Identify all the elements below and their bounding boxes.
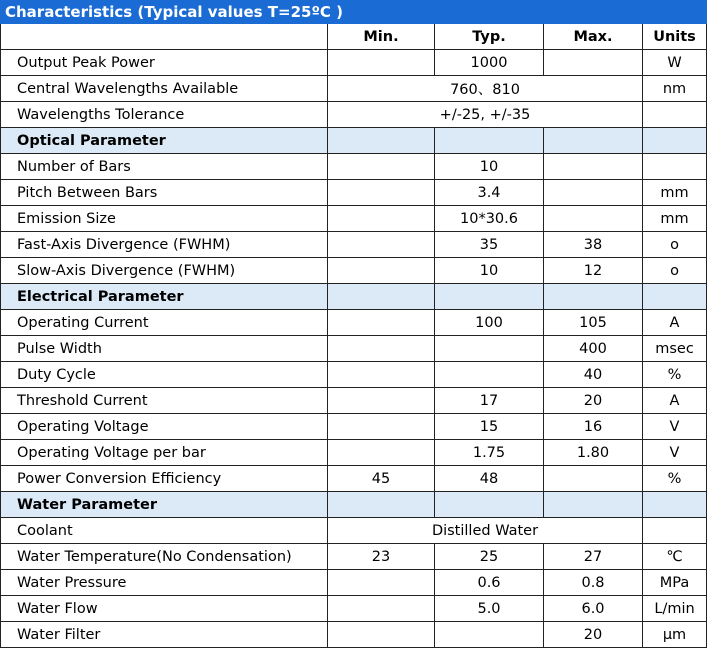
min-cell xyxy=(328,232,435,258)
section-row xyxy=(1,284,707,310)
units-cell: msec xyxy=(643,336,707,362)
units-cell: A xyxy=(643,310,707,336)
units-cell: % xyxy=(643,362,707,388)
min-cell xyxy=(328,596,435,622)
header-max: Max. xyxy=(544,24,643,50)
parameter-label: Threshold Current xyxy=(1,388,328,414)
units-cell: mm xyxy=(643,206,707,232)
section-title: Water Parameter xyxy=(1,492,328,518)
parameter-label: Water Flow xyxy=(1,596,328,622)
parameter-label: Number of Bars xyxy=(1,154,328,180)
header-units: Units xyxy=(643,24,707,50)
max-cell xyxy=(544,50,643,76)
spanned-value: 760、810 xyxy=(328,76,643,102)
parameter-label: Duty Cycle xyxy=(1,362,328,388)
table-row xyxy=(1,544,707,570)
units-cell: μm xyxy=(643,622,707,648)
typ-cell: 1000 xyxy=(435,50,544,76)
table-row xyxy=(1,232,707,258)
table-row xyxy=(1,154,707,180)
units-cell: ℃ xyxy=(643,544,707,570)
units-cell: L/min xyxy=(643,596,707,622)
max-cell: 38 xyxy=(544,232,643,258)
units-cell: MPa xyxy=(643,570,707,596)
section-cell-min xyxy=(328,128,435,154)
section-cell-min xyxy=(328,492,435,518)
min-cell: 23 xyxy=(328,544,435,570)
units-cell: V xyxy=(643,414,707,440)
header-row xyxy=(1,24,707,50)
parameter-label: Pitch Between Bars xyxy=(1,180,328,206)
min-cell xyxy=(328,336,435,362)
section-cell-units xyxy=(643,128,707,154)
units-cell: mm xyxy=(643,180,707,206)
table-row xyxy=(1,466,707,492)
max-cell: 0.8 xyxy=(544,570,643,596)
section-cell-typ xyxy=(435,128,544,154)
table-row xyxy=(1,336,707,362)
section-cell-min xyxy=(328,284,435,310)
typ-cell: 17 xyxy=(435,388,544,414)
max-cell: 20 xyxy=(544,388,643,414)
typ-cell xyxy=(435,622,544,648)
typ-cell: 100 xyxy=(435,310,544,336)
min-cell xyxy=(328,440,435,466)
units-cell: W xyxy=(643,50,707,76)
parameter-label: Pulse Width xyxy=(1,336,328,362)
min-cell xyxy=(328,180,435,206)
parameter-label: Operating Voltage per bar xyxy=(1,440,328,466)
min-cell xyxy=(328,206,435,232)
table-row xyxy=(1,518,707,544)
table-title: Characteristics (Typical values T=25ºC ) xyxy=(1,1,707,24)
table-row xyxy=(1,440,707,466)
min-cell xyxy=(328,258,435,284)
min-cell: 45 xyxy=(328,466,435,492)
typ-cell: 10 xyxy=(435,258,544,284)
min-cell xyxy=(328,50,435,76)
table-row xyxy=(1,102,707,128)
table-row xyxy=(1,388,707,414)
spanned-value: Distilled Water xyxy=(328,518,643,544)
typ-cell xyxy=(435,336,544,362)
max-cell: 27 xyxy=(544,544,643,570)
parameter-label: Emission Size xyxy=(1,206,328,232)
parameter-label: Water Filter xyxy=(1,622,328,648)
table-row xyxy=(1,310,707,336)
section-cell-units xyxy=(643,492,707,518)
header-parameter xyxy=(1,24,328,50)
max-cell xyxy=(544,180,643,206)
units-cell: nm xyxy=(643,76,707,102)
header-min: Min. xyxy=(328,24,435,50)
max-cell: 40 xyxy=(544,362,643,388)
typ-cell: 5.0 xyxy=(435,596,544,622)
min-cell xyxy=(328,362,435,388)
section-cell-max xyxy=(544,128,643,154)
parameter-label: Slow-Axis Divergence (FWHM) xyxy=(1,258,328,284)
section-title: Electrical Parameter xyxy=(1,284,328,310)
parameter-label: Coolant xyxy=(1,518,328,544)
min-cell xyxy=(328,154,435,180)
units-cell xyxy=(643,518,707,544)
parameter-label: Operating Voltage xyxy=(1,414,328,440)
table-row xyxy=(1,414,707,440)
units-cell: o xyxy=(643,258,707,284)
table-row xyxy=(1,570,707,596)
parameter-label: Output Peak Power xyxy=(1,50,328,76)
parameter-label: Central Wavelengths Available xyxy=(1,76,328,102)
section-row xyxy=(1,492,707,518)
max-cell: 16 xyxy=(544,414,643,440)
table-row xyxy=(1,622,707,648)
section-cell-max xyxy=(544,284,643,310)
typ-cell: 25 xyxy=(435,544,544,570)
max-cell xyxy=(544,206,643,232)
table-row xyxy=(1,362,707,388)
min-cell xyxy=(328,570,435,596)
max-cell: 20 xyxy=(544,622,643,648)
parameter-label: Power Conversion Efficiency xyxy=(1,466,328,492)
section-cell-units xyxy=(643,284,707,310)
typ-cell: 10*30.6 xyxy=(435,206,544,232)
table-row xyxy=(1,50,707,76)
spanned-value: +/-25, +/-35 xyxy=(328,102,643,128)
parameter-label: Operating Current xyxy=(1,310,328,336)
parameter-label: Wavelengths Tolerance xyxy=(1,102,328,128)
table-row xyxy=(1,596,707,622)
parameter-label: Water Temperature(No Condensation) xyxy=(1,544,328,570)
section-cell-typ xyxy=(435,492,544,518)
typ-cell: 3.4 xyxy=(435,180,544,206)
typ-cell: 35 xyxy=(435,232,544,258)
max-cell: 6.0 xyxy=(544,596,643,622)
max-cell xyxy=(544,154,643,180)
min-cell xyxy=(328,388,435,414)
units-cell xyxy=(643,154,707,180)
table-row xyxy=(1,258,707,284)
min-cell xyxy=(328,414,435,440)
units-cell: A xyxy=(643,388,707,414)
table-body xyxy=(1,50,707,648)
units-cell: % xyxy=(643,466,707,492)
max-cell: 105 xyxy=(544,310,643,336)
header-typ: Typ. xyxy=(435,24,544,50)
typ-cell: 1.75 xyxy=(435,440,544,466)
section-row xyxy=(1,128,707,154)
units-cell xyxy=(643,102,707,128)
typ-cell: 48 xyxy=(435,466,544,492)
max-cell: 12 xyxy=(544,258,643,284)
table-title-row xyxy=(1,1,707,24)
max-cell: 1.80 xyxy=(544,440,643,466)
typ-cell: 15 xyxy=(435,414,544,440)
table-row xyxy=(1,206,707,232)
typ-cell xyxy=(435,362,544,388)
typ-cell: 0.6 xyxy=(435,570,544,596)
table-row xyxy=(1,76,707,102)
units-cell: V xyxy=(643,440,707,466)
typ-cell: 10 xyxy=(435,154,544,180)
min-cell xyxy=(328,622,435,648)
units-cell: o xyxy=(643,232,707,258)
section-cell-max xyxy=(544,492,643,518)
section-cell-typ xyxy=(435,284,544,310)
max-cell xyxy=(544,466,643,492)
parameter-label: Fast-Axis Divergence (FWHM) xyxy=(1,232,328,258)
max-cell: 400 xyxy=(544,336,643,362)
section-title: Optical Parameter xyxy=(1,128,328,154)
parameter-label: Water Pressure xyxy=(1,570,328,596)
table-row xyxy=(1,180,707,206)
min-cell xyxy=(328,310,435,336)
